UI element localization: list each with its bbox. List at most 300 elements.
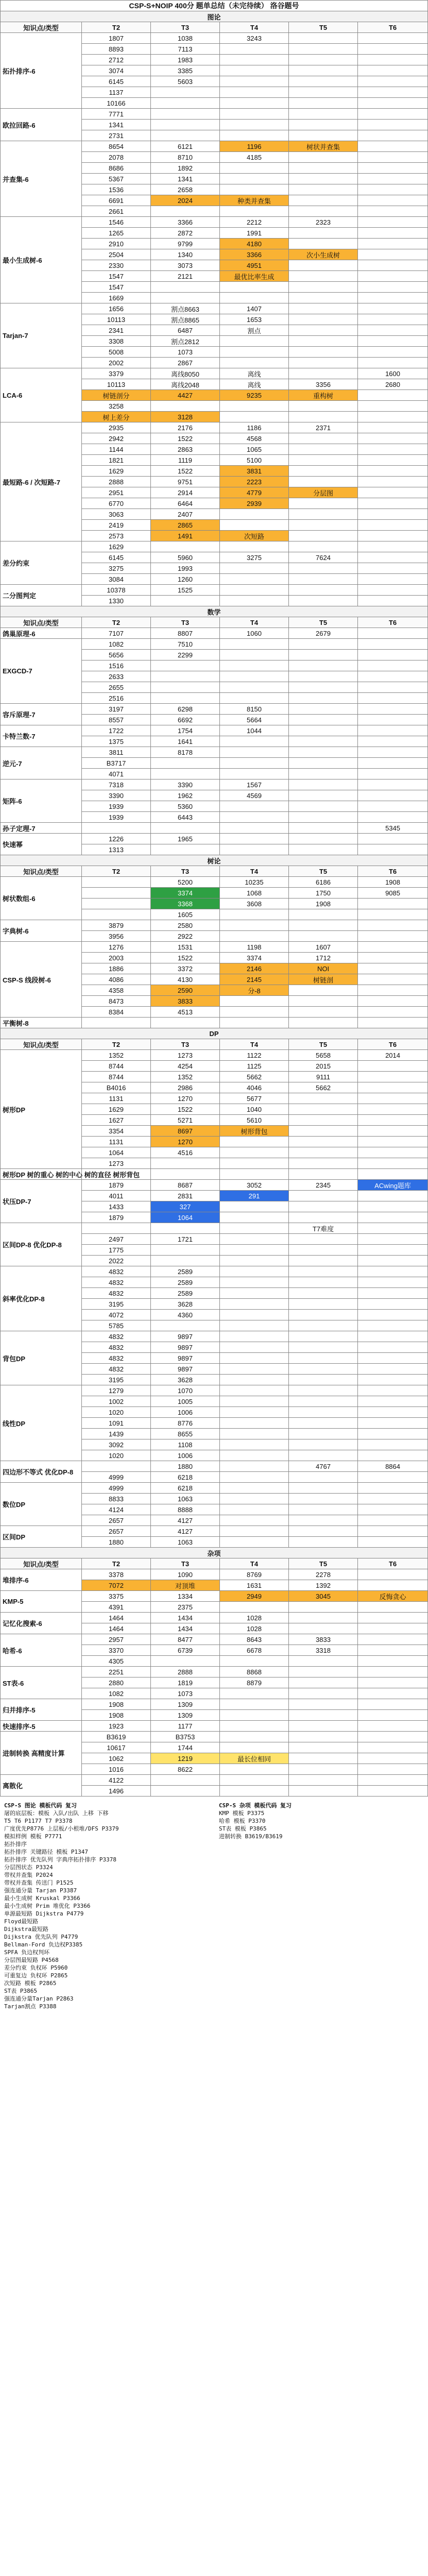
problem-cell: 8744 — [82, 1072, 151, 1082]
problem-cell — [289, 239, 358, 249]
problem-cell: 1886 — [82, 963, 151, 974]
problem-cell — [220, 206, 289, 217]
problem-cell — [151, 401, 220, 412]
problem-cell: 树形背包 — [220, 1126, 289, 1137]
column-header: T5 — [289, 1039, 358, 1050]
problem-cell — [220, 747, 289, 758]
problem-cell: 1065 — [220, 444, 289, 455]
problem-cell — [358, 1569, 428, 1580]
problem-cell: 3045 — [289, 1591, 358, 1602]
problem-cell: B3717 — [82, 758, 151, 769]
table-row — [1, 368, 428, 379]
problem-cell: 8622 — [151, 1764, 220, 1775]
problem-cell — [358, 1742, 428, 1753]
section-row — [1, 855, 428, 866]
problem-cell: 离线 — [220, 368, 289, 379]
problem-cell — [220, 1450, 289, 1461]
table-row — [1, 1180, 428, 1191]
problem-cell: 1653 — [220, 314, 289, 325]
column-header: 知识点/类型 — [1, 22, 82, 33]
problem-cell: 3628 — [151, 1299, 220, 1310]
problem-cell: 4832 — [82, 1288, 151, 1299]
topic-cell: 二分图判定 — [1, 585, 82, 606]
problem-cell: 1908 — [82, 1710, 151, 1721]
problem-cell — [220, 758, 289, 769]
table-row — [1, 1569, 428, 1580]
problem-cell: 5200 — [151, 877, 220, 888]
problem-cell — [289, 541, 358, 552]
problem-cell: 2942 — [82, 433, 151, 444]
problem-cell — [151, 109, 220, 120]
problem-cell: 7072 — [82, 1580, 151, 1591]
problem-cell — [358, 1007, 428, 1018]
problem-cell: 4951 — [220, 260, 289, 271]
problem-cell — [151, 1320, 220, 1331]
problem-cell: 1464 — [82, 1613, 151, 1623]
problem-cell — [289, 844, 358, 855]
problem-cell — [220, 1396, 289, 1407]
note-line: 模拟样例 模板 P7771 — [4, 1833, 62, 1840]
problem-cell: 1722 — [82, 725, 151, 736]
problem-cell: 2589 — [151, 1266, 220, 1277]
problem-cell — [289, 682, 358, 693]
problem-cell — [289, 834, 358, 844]
problem-cell: 2658 — [151, 184, 220, 195]
problem-cell: T7难度 — [289, 1223, 358, 1234]
topic-cell: 矩阵-6 — [1, 779, 82, 823]
problem-cell: 3833 — [151, 996, 220, 1007]
problem-cell — [358, 1310, 428, 1320]
problem-cell: 3374 — [220, 953, 289, 963]
problem-cell: 1629 — [82, 1104, 151, 1115]
notes-left-list — [4, 1809, 209, 2010]
note-line: 次短路 模板 P2865 — [4, 1980, 57, 1987]
problem-cell: 种类并查集 — [220, 195, 289, 206]
problem-cell — [358, 563, 428, 574]
problem-cell: 5345 — [358, 823, 428, 834]
problem-cell — [358, 141, 428, 152]
column-header: T5 — [289, 617, 358, 628]
problem-cell — [289, 433, 358, 444]
table-row — [1, 1721, 428, 1732]
problem-cell: 1880 — [82, 1537, 151, 1548]
problem-cell — [358, 650, 428, 660]
problem-cell — [220, 358, 289, 368]
problem-cell: 10378 — [82, 585, 151, 596]
problem-cell — [220, 184, 289, 195]
problem-cell — [151, 844, 220, 855]
table-row — [1, 217, 428, 228]
problem-cell — [220, 336, 289, 347]
problem-cell: 6770 — [82, 498, 151, 509]
note-line: SPFA 负边权判环 — [4, 1949, 50, 1956]
problem-cell — [358, 184, 428, 195]
problem-cell: 3052 — [220, 1180, 289, 1191]
problem-cell — [289, 736, 358, 747]
problem-cell — [220, 1764, 289, 1775]
problem-cell — [220, 660, 289, 671]
problem-cell — [358, 1158, 428, 1169]
problem-cell: 8833 — [82, 1494, 151, 1504]
problem-cell: 8868 — [220, 1667, 289, 1677]
problem-cell — [289, 1169, 358, 1180]
section-row — [1, 1028, 428, 1039]
problem-cell — [358, 1201, 428, 1212]
problem-cell — [151, 1158, 220, 1169]
problem-cell — [289, 1288, 358, 1299]
note-line: KMP 模板 P3375 — [219, 1810, 265, 1817]
problem-cell — [289, 790, 358, 801]
problem-cell — [220, 541, 289, 552]
problem-cell: 6218 — [151, 1483, 220, 1494]
problem-cell — [358, 1126, 428, 1137]
problem-cell: 4046 — [220, 1082, 289, 1093]
problem-cell: 1627 — [82, 1115, 151, 1126]
note-line: 拓扑排序 优先队列 字典序拓扑排序 P3378 — [4, 1856, 116, 1863]
problem-cell: 1392 — [289, 1580, 358, 1591]
problem-cell: 6218 — [151, 1472, 220, 1483]
problem-cell: 2657 — [82, 1526, 151, 1537]
problem-cell: 1464 — [82, 1623, 151, 1634]
problem-cell — [289, 184, 358, 195]
problem-cell: 3092 — [82, 1439, 151, 1450]
problem-cell: 1122 — [220, 1050, 289, 1061]
note-line: 进制转换 B3619/B3619 — [219, 1833, 283, 1840]
problem-cell: 2323 — [289, 217, 358, 228]
problem-cell — [358, 1342, 428, 1353]
problem-cell — [358, 1667, 428, 1677]
problem-cell: 2121 — [151, 271, 220, 282]
problem-cell: 6739 — [151, 1645, 220, 1656]
problem-cell — [220, 920, 289, 931]
topic-cell: 区间DP — [1, 1526, 82, 1548]
note-line: 屠的底层板：模板 入队/出队 上移 下移 — [4, 1810, 109, 1817]
problem-cell — [289, 87, 358, 98]
problem-cell: 1600 — [358, 368, 428, 379]
header-row — [1, 22, 428, 33]
problem-cell — [289, 358, 358, 368]
problem-cell — [289, 769, 358, 779]
problem-cell — [358, 1385, 428, 1396]
problem-cell — [220, 1385, 289, 1396]
problem-cell — [358, 844, 428, 855]
problem-cell: 2680 — [358, 379, 428, 390]
problem-cell — [220, 1007, 289, 1018]
problem-cell — [82, 1461, 151, 1472]
topic-cell: 背包DP — [1, 1331, 82, 1385]
column-header: T6 — [358, 1558, 428, 1569]
problem-cell: 1028 — [220, 1613, 289, 1623]
problem-cell — [289, 76, 358, 87]
problem-cell: 割点2812 — [151, 336, 220, 347]
problem-cell: 4999 — [82, 1483, 151, 1494]
problem-cell — [220, 1234, 289, 1245]
problem-cell: 5610 — [220, 1115, 289, 1126]
problem-cell: 次小生成树 — [289, 249, 358, 260]
problem-cell: 1434 — [151, 1613, 220, 1623]
note-line: ST表 模板 P3865 — [219, 1825, 267, 1832]
problem-cell — [358, 55, 428, 65]
problem-cell — [358, 1613, 428, 1623]
problem-cell: 1073 — [151, 347, 220, 358]
problem-cell: 最长位相同 — [220, 1753, 289, 1764]
problem-cell: 3073 — [151, 260, 220, 271]
problem-cell — [358, 974, 428, 985]
problem-cell: 4779 — [220, 487, 289, 498]
topic-cell: 树状数组-6 — [1, 877, 82, 920]
problem-cell: 4832 — [82, 1342, 151, 1353]
problem-cell: 1546 — [82, 217, 151, 228]
problem-cell — [220, 1418, 289, 1429]
table-row — [1, 823, 428, 834]
problem-cell — [358, 1472, 428, 1483]
problem-cell — [358, 1061, 428, 1072]
column-header: T3 — [151, 1558, 220, 1569]
problem-cell — [358, 1429, 428, 1439]
problem-cell: 4305 — [82, 1656, 151, 1667]
note-line: ST表 P3865 — [4, 1988, 37, 1994]
problem-cell — [289, 1007, 358, 1018]
problem-cell: 6464 — [151, 498, 220, 509]
problem-cell: 8744 — [82, 1061, 151, 1072]
note-line: 差分约束 负权环 P5960 — [4, 1964, 68, 1971]
table-row — [1, 1591, 428, 1602]
problem-cell: 1144 — [82, 444, 151, 455]
problem-cell: 1340 — [151, 249, 220, 260]
problem-cell — [289, 1191, 358, 1201]
problem-cell: 1006 — [151, 1450, 220, 1461]
problem-cell: 8643 — [220, 1634, 289, 1645]
table-row — [1, 1634, 428, 1645]
column-header: T5 — [289, 1558, 358, 1569]
problem-cell — [220, 682, 289, 693]
problem-cell — [358, 520, 428, 531]
problem-cell — [358, 1072, 428, 1082]
problem-cell: 3063 — [82, 509, 151, 520]
problem-cell: 1525 — [151, 585, 220, 596]
problem-cell — [289, 1688, 358, 1699]
problem-cell: 5100 — [220, 455, 289, 466]
problem-cell — [358, 1364, 428, 1375]
problem-cell: 2251 — [82, 1667, 151, 1677]
problem-cell: 2345 — [289, 1180, 358, 1191]
problem-cell: 2145 — [220, 974, 289, 985]
problem-cell: 3275 — [82, 563, 151, 574]
problem-cell: 4999 — [82, 1472, 151, 1483]
problem-cell — [358, 498, 428, 509]
problem-cell — [289, 455, 358, 466]
problem-cell: 4127 — [151, 1526, 220, 1537]
problem-cell: 10617 — [82, 1742, 151, 1753]
topic-cell: 欧拉回路-6 — [1, 109, 82, 141]
header-row — [1, 1039, 428, 1050]
problem-cell: 8557 — [82, 715, 151, 725]
problem-cell — [289, 498, 358, 509]
problem-cell — [220, 596, 289, 606]
problem-cell: 4360 — [151, 1310, 220, 1320]
note-line: 带权并查集 P2024 — [4, 1872, 53, 1878]
problem-cell: 2516 — [82, 693, 151, 704]
problem-cell — [289, 1504, 358, 1515]
problem-cell: 离线2048 — [151, 379, 220, 390]
problem-cell: 5785 — [82, 1320, 151, 1331]
problem-cell: 7771 — [82, 109, 151, 120]
problem-cell — [289, 1515, 358, 1526]
topic-cell: 堆排序-6 — [1, 1569, 82, 1591]
problem-cell — [358, 195, 428, 206]
problem-cell: 5360 — [151, 801, 220, 812]
topic-cell: 拓扑排序-6 — [1, 33, 82, 109]
problem-cell: 2679 — [289, 628, 358, 639]
problem-cell — [358, 996, 428, 1007]
problem-cell — [289, 747, 358, 758]
problem-cell: 1186 — [220, 422, 289, 433]
problem-cell — [220, 65, 289, 76]
topic-cell: 记忆化搜索-6 — [1, 1613, 82, 1634]
topic-cell: 哈希-6 — [1, 1634, 82, 1667]
problem-cell — [220, 1656, 289, 1667]
note-line: 哈希 模板 P3370 — [219, 1818, 266, 1824]
problem-cell: 4358 — [82, 985, 151, 996]
table-row — [1, 942, 428, 953]
topic-cell: 区间DP-8 优化DP-8 — [1, 1223, 82, 1266]
problem-cell — [358, 282, 428, 293]
problem-cell — [220, 1018, 289, 1028]
problem-cell: 8654 — [82, 141, 151, 152]
problem-cell: 1341 — [151, 174, 220, 184]
problem-cell — [151, 87, 220, 98]
problem-cell: 1669 — [82, 293, 151, 303]
problem-cell — [151, 1018, 220, 1028]
problem-cell — [151, 682, 220, 693]
problem-cell — [220, 671, 289, 682]
problem-cell: 5656 — [82, 650, 151, 660]
problem-cell: 8807 — [151, 628, 220, 639]
problem-cell: 1407 — [220, 303, 289, 314]
problem-cell: 6691 — [82, 195, 151, 206]
notes-right — [219, 1802, 423, 2010]
table-row — [1, 1223, 428, 1234]
problem-cell: 4832 — [82, 1364, 151, 1375]
header-row — [1, 617, 428, 628]
problem-cell — [358, 260, 428, 271]
problem-cell — [220, 509, 289, 520]
problem-cell — [289, 1439, 358, 1450]
problem-cell — [289, 1234, 358, 1245]
problem-cell — [220, 1721, 289, 1732]
column-header: T2 — [82, 866, 151, 877]
problem-cell: 1068 — [220, 888, 289, 899]
column-header: T2 — [82, 1039, 151, 1050]
problem-cell — [289, 1277, 358, 1288]
problem-cell: 4513 — [151, 1007, 220, 1018]
problem-cell — [358, 1699, 428, 1710]
problem-cell: 1892 — [151, 163, 220, 174]
problem-cell — [289, 1158, 358, 1169]
problem-cell — [220, 412, 289, 422]
problem-cell: 1082 — [82, 639, 151, 650]
problem-cell: 2655 — [82, 682, 151, 693]
problem-cell: 2003 — [82, 953, 151, 963]
problem-cell — [289, 1613, 358, 1623]
problem-cell — [358, 1234, 428, 1245]
problem-cell: 9897 — [151, 1364, 220, 1375]
problem-cell: 1219 — [151, 1753, 220, 1764]
problem-cell — [358, 239, 428, 249]
problem-cell: 树链剖分 — [82, 390, 151, 401]
problem-cell — [358, 412, 428, 422]
table-row — [1, 1775, 428, 1786]
topic-cell: 树形DP — [1, 1050, 82, 1169]
problem-cell — [220, 1602, 289, 1613]
problem-cell — [358, 931, 428, 942]
title-row — [1, 1, 428, 11]
problem-cell — [358, 1483, 428, 1494]
problem-cell — [220, 1353, 289, 1364]
problem-cell — [220, 1472, 289, 1483]
problem-cell: 5960 — [151, 552, 220, 563]
problem-cell: 1330 — [82, 596, 151, 606]
problem-cell — [220, 1331, 289, 1342]
problem-cell — [289, 520, 358, 531]
problem-cell: 1082 — [82, 1688, 151, 1699]
problem-cell: 8687 — [151, 1180, 220, 1191]
problem-cell: 1226 — [82, 834, 151, 844]
topic-cell: 树形DP 树的重心 树的中心 树的直径 树形背包 — [1, 1169, 82, 1180]
problem-cell — [358, 693, 428, 704]
problem-cell: 1091 — [82, 1418, 151, 1429]
problem-cell — [151, 120, 220, 130]
topic-cell: 孙子定理-7 — [1, 823, 82, 834]
problem-cell — [289, 1732, 358, 1742]
topic-cell: 最小生成树-6 — [1, 217, 82, 303]
problem-cell: 3375 — [82, 1591, 151, 1602]
topic-cell: 快速排序-5 — [1, 1721, 82, 1732]
problem-cell: 3366 — [220, 249, 289, 260]
table-row — [1, 1018, 428, 1028]
problem-cell: 1522 — [151, 466, 220, 477]
problem-cell: 1807 — [82, 33, 151, 44]
problem-cell — [289, 1494, 358, 1504]
problem-cell — [289, 1104, 358, 1115]
problem-cell — [220, 1429, 289, 1439]
problem-cell: 3258 — [82, 401, 151, 412]
problem-cell — [358, 1331, 428, 1342]
problem-cell: 4391 — [82, 1602, 151, 1613]
column-header: T4 — [220, 617, 289, 628]
problem-cell — [358, 715, 428, 725]
problem-cell — [358, 1602, 428, 1613]
problem-cell: 1334 — [151, 1591, 220, 1602]
problem-cell: 1270 — [151, 1137, 220, 1147]
problem-cell: 2330 — [82, 260, 151, 271]
note-line: 拓扑排序 — [4, 1841, 27, 1848]
column-header: T2 — [82, 1558, 151, 1569]
topic-cell: 离散化 — [1, 1775, 82, 1797]
problem-cell — [289, 758, 358, 769]
problem-cell: 2831 — [151, 1191, 220, 1201]
problem-cell: 2939 — [220, 498, 289, 509]
note-line: T5 T6 P1177 T7 P3378 — [4, 1818, 73, 1824]
problem-cell: 割点8663 — [151, 303, 220, 314]
problem-cell: 10235 — [220, 877, 289, 888]
problem-cell: 1131 — [82, 1093, 151, 1104]
problem-cell: 1063 — [151, 1537, 220, 1548]
problem-cell — [289, 1472, 358, 1483]
problem-cell — [220, 1201, 289, 1212]
problem-cell — [358, 942, 428, 953]
problem-cell: 1005 — [151, 1396, 220, 1407]
